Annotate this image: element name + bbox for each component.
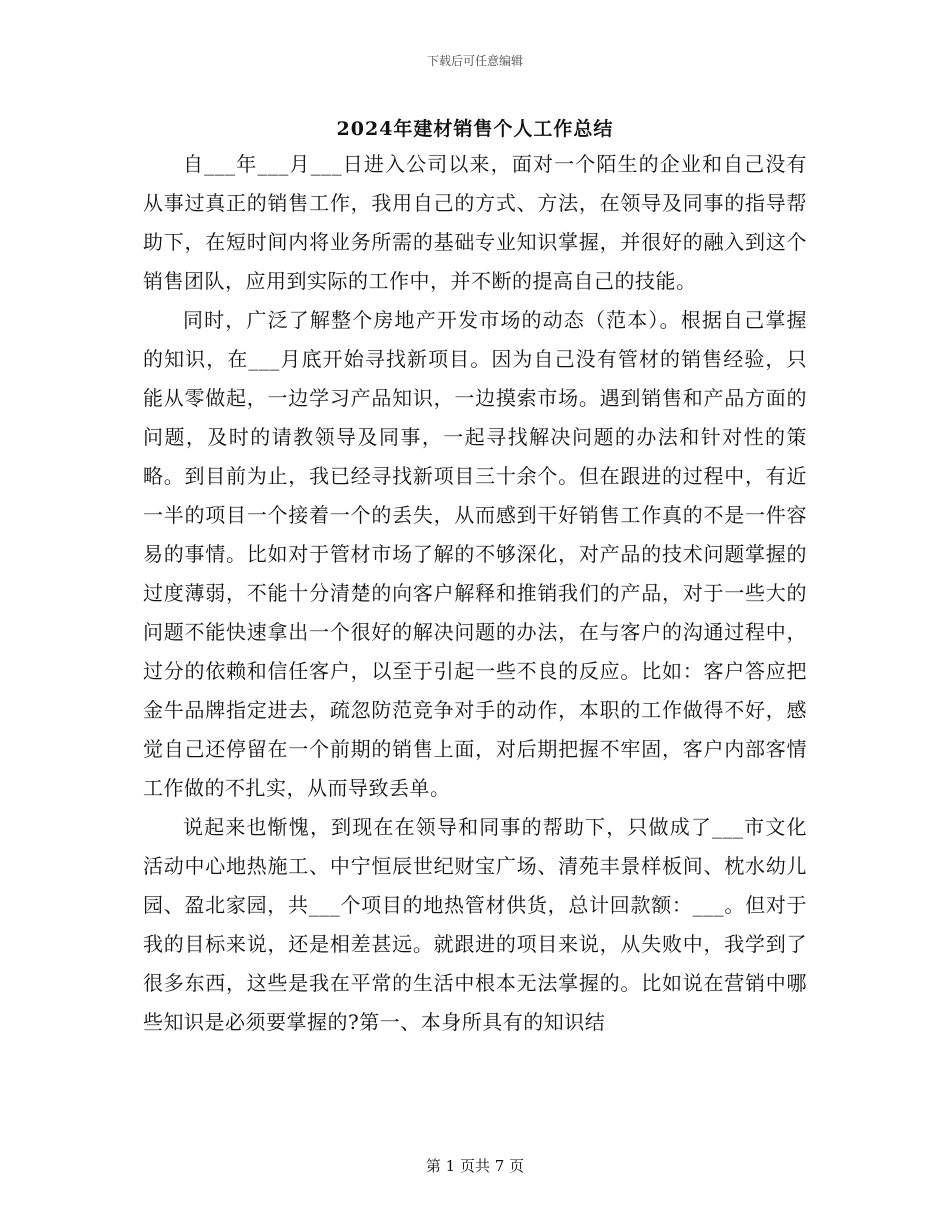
paragraph-3: 说起来也惭愧，到现在在领导和同事的帮助下，只做成了___市文化活动中心地热施工、中宁恒辰世纪财宝广场、清苑丰景样板间、枕水幼儿园、盈北家园，共___个项目的地热管材供货，总计回款额：___。但对于我的目标来说，还是相差甚远。就跟进的项目来说，从失败中，我学到了很多东西，这些是我在平常的生活中根本无法掌握的。比如说在营销中哪些知识是必须要掌握的?第一、本身所具有的知识结: [143, 815, 807, 1034]
paragraph-2: 同时，广泛了解整个房地产开发市场的动态（范本）。根据自己掌握的知识，在___月底开始寻找新项目。因为自己没有管材的销售经验，只能从零做起，一边学习产品知识，一边摸索市场。遇到销售和产品方面的问题，及时的请教领导及同事，一起寻找解决问题的办法和针对性的策略。到目前为止，我已经寻找新项目三十余个。但在跟进的过程中，有近一半的项目一个接着一个的丢失，从而感到干好销售工作真的不是一件容易的事情。比如对于管材市场了解的不够深化，对产品的技术问题掌握的过度薄弱，不能十分清楚的向客户解释和推销我们的产品，对于一些大的问题不能快速拿出一个很好的解决问题的办法，在与客户的沟通过程中，过分的依赖和信任客户，以至于引起一些不良的反应。比如：客户答应把金牛品牌指定进去，疏忽防范竞争对手的动作，本职的工作做得不好，感觉自己还停留在一个前期的销售上面，对后期把握不牢固，客户内部客情工作做的不扎实，从而导致丢单。: [143, 308, 807, 800]
page-footer: 第 1 页共 7 页: [425, 1157, 525, 1175]
document-title: 2024年建材销售个人工作总结: [336, 118, 614, 140]
document-body: [143, 145, 807, 1042]
paragraph-1: 自___年___月___日进入公司以来，面对一个陌生的企业和自己没有从事过真正的销售工作，我用自己的方式、方法，在领导及同事的指导帮助下，在短时间内将业务所需的基础专业知识掌握，并很好的融入到这个销售团队，应用到实际的工作中，并不断的提高自己的技能。: [143, 152, 807, 293]
header-note: 下载后可任意编辑: [426, 54, 523, 68]
